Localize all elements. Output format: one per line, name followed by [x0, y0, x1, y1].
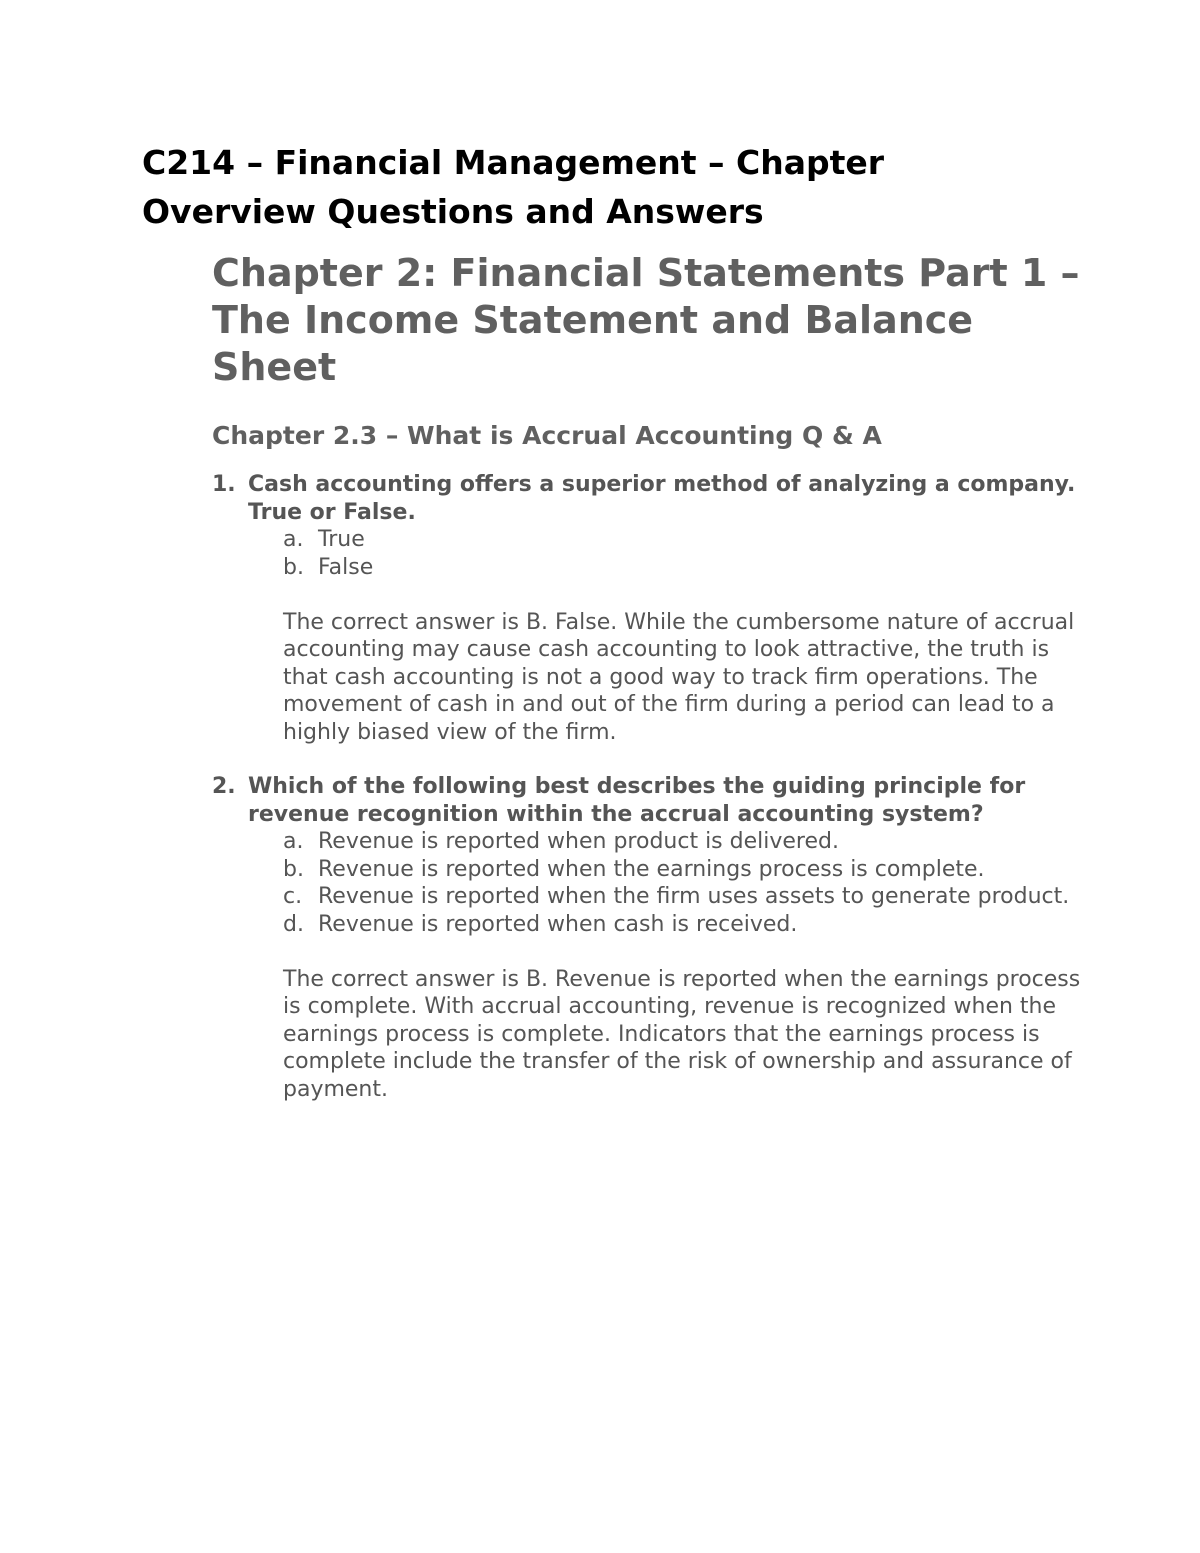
- option-letter: b.: [283, 554, 304, 580]
- document-title: C214 – Financial Management – Chapter Overview Questions and Answers: [142, 143, 885, 231]
- option-item: [283, 883, 1092, 911]
- option-text: Revenue is reported when the firm uses assets to generate product.: [318, 884, 1070, 909]
- question-number: 1.: [212, 472, 236, 497]
- option-item: [283, 828, 1092, 856]
- answer-explanation: The correct answer is B. Revenue is reported when the earnings process is complete. With accrual accounting, revenue is recognized when the earnings process is complete. Indicators that the earnings process is complete include the transfer of the risk of ownership and assurance of payment.: [283, 966, 1081, 1102]
- question-1: [212, 471, 1092, 746]
- option-text: Revenue is reported when the earnings process is complete.: [318, 856, 985, 882]
- question-number: 2.: [212, 774, 236, 799]
- question-text: Which of the following best describes the guiding principle for revenue recognition within the accrual accounting system?: [248, 774, 1026, 827]
- option-letter: c.: [283, 884, 303, 909]
- option-letter: b.: [283, 856, 304, 882]
- chapter-heading: Chapter 2: Financial Statements Part 1 – The Income Statement and Balance Sheet: [212, 251, 1080, 389]
- option-letter: a.: [283, 527, 304, 552]
- option-item: [283, 554, 1092, 582]
- option-text: False: [318, 554, 374, 580]
- document-content: [212, 250, 1092, 1103]
- option-text: Revenue is reported when cash is received.: [318, 911, 798, 937]
- answer-explanation: The correct answer is B. False. While the cumbersome nature of accrual accounting may cause cash accounting to look attractive, the truth is that cash accounting is not a good way to track firm operations. The movement of cash in and out of the firm during a period can lead to a highly biased view of the firm.: [283, 609, 1075, 745]
- option-list: [248, 828, 1092, 938]
- question-2: [212, 773, 1092, 1103]
- option-item: [283, 911, 1092, 939]
- section-heading: Chapter 2.3 – What is Accrual Accounting Q & A: [212, 421, 882, 450]
- option-text: Revenue is reported when product is delivered.: [318, 829, 839, 854]
- option-item: [283, 856, 1092, 884]
- question-list: [212, 471, 1092, 1103]
- option-list: [248, 526, 1092, 581]
- question-text: Cash accounting offers a superior method of analyzing a company. True or False.: [248, 472, 1076, 525]
- option-text: True: [318, 527, 365, 552]
- option-item: [283, 526, 1092, 554]
- option-letter: a.: [283, 829, 304, 854]
- option-letter: d.: [283, 911, 304, 937]
